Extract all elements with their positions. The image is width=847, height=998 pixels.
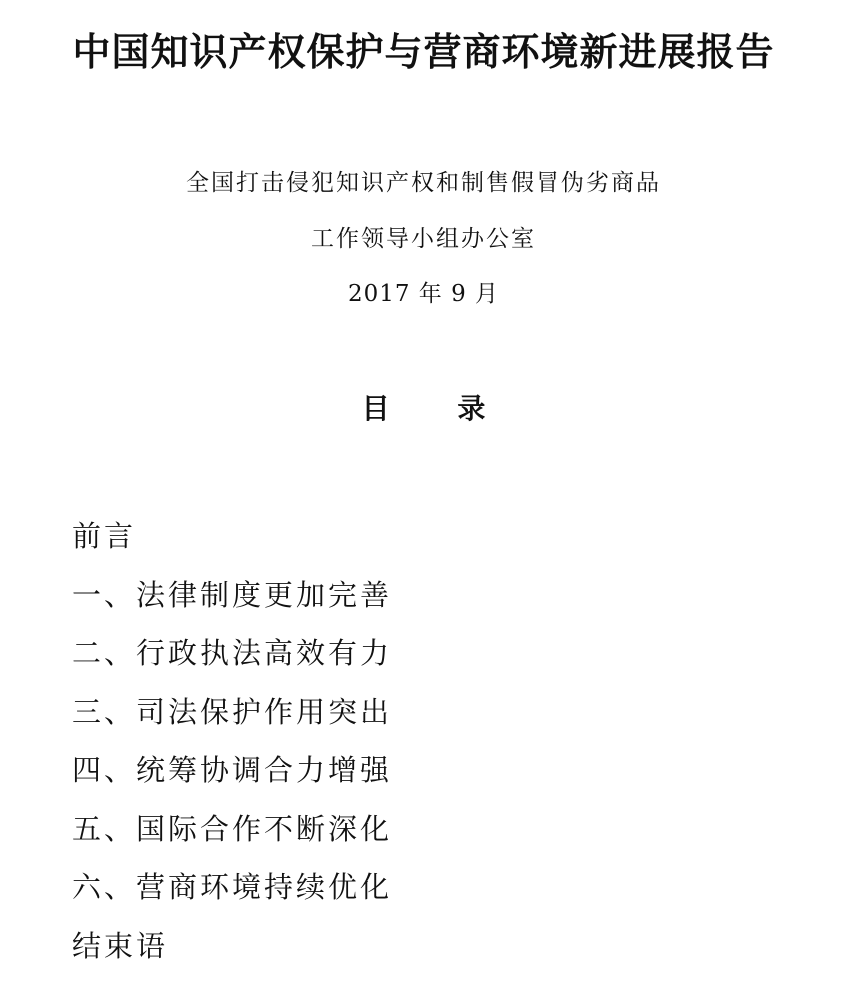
toc-item-6: 六、营商环境持续优化 xyxy=(72,870,393,904)
toc-item-preface: 前言 xyxy=(72,519,137,553)
toc-item-2: 二、行政执法高效有力 xyxy=(72,636,393,670)
publication-date: 2017 年 9 月 xyxy=(347,281,500,307)
issuer-line-2: 工作领导小组办公室 xyxy=(311,226,536,252)
issuer-line-1: 全国打击侵犯知识产权和制售假冒伪劣商品 xyxy=(186,170,661,196)
toc-item-4: 四、统筹协调合力增强 xyxy=(72,753,393,787)
toc-item-1: 一、法律制度更加完善 xyxy=(72,577,393,612)
toc-item-conclusion: 结束语 xyxy=(72,928,169,963)
toc-heading: 目 录 xyxy=(361,392,486,425)
table-of-contents xyxy=(72,507,392,975)
toc-item-3: 三、司法保护作用突出 xyxy=(72,694,393,729)
toc-item-5: 五、国际合作不断深化 xyxy=(72,811,393,846)
document-title: 中国知识产权保护与营商环境新进展报告 xyxy=(72,29,775,74)
